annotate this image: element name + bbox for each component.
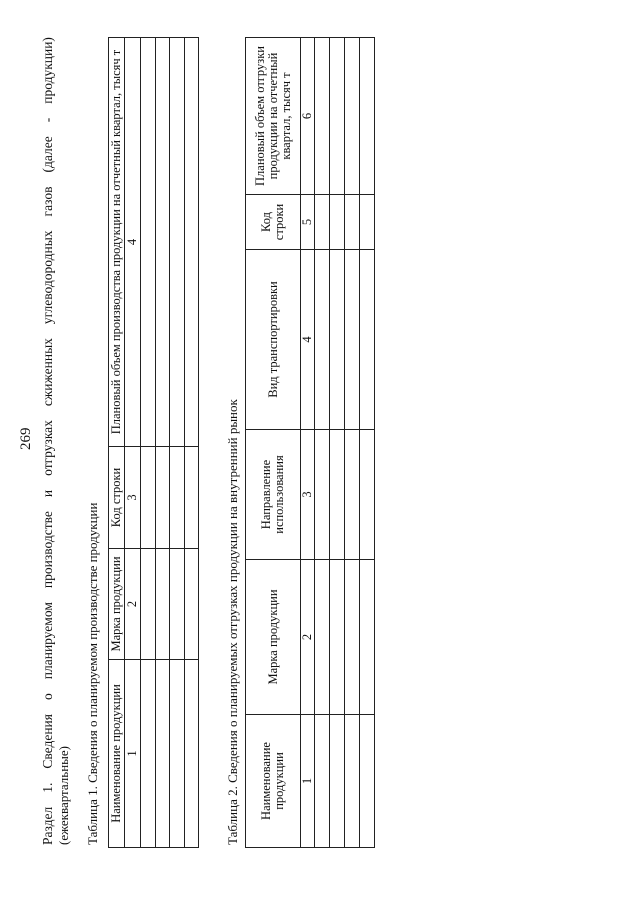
column-number-row-cell: 5 — [301, 195, 315, 250]
header-row-cell: Код строки — [109, 447, 125, 549]
table-row-cell — [155, 38, 170, 447]
table-row — [315, 38, 330, 848]
column-number-row-cell: 2 — [125, 549, 141, 660]
heading-word: и — [40, 489, 55, 498]
header-row-cell: Марка продукции — [109, 549, 125, 660]
table-row — [141, 38, 156, 848]
table-row-cell — [345, 430, 360, 560]
table-row-cell — [184, 447, 199, 549]
table-row-cell — [141, 660, 156, 848]
table-row — [330, 38, 345, 848]
table-row-cell — [170, 447, 185, 549]
column-number-row-cell: 1 — [301, 715, 315, 848]
heading-word: 1. — [40, 782, 55, 793]
column-number-row-cell: 2 — [301, 560, 315, 715]
heading-word: Раздел — [40, 806, 55, 845]
table-row-cell — [360, 250, 375, 430]
header-row-cell: Направление использования — [246, 430, 301, 560]
column-number-row-cell: 3 — [125, 447, 141, 549]
table-row-cell — [315, 250, 330, 430]
table-row — [170, 38, 185, 848]
header-row-cell: Наименование продукции — [246, 715, 301, 848]
table-row-cell — [315, 195, 330, 250]
header-row-cell: Марка продукции — [246, 560, 301, 715]
table-row-cell — [330, 195, 345, 250]
column-number-row-cell: 4 — [301, 250, 315, 430]
table-row-cell — [315, 715, 330, 848]
table-row-cell — [141, 549, 156, 660]
table-row-cell — [360, 195, 375, 250]
table-row-cell — [315, 560, 330, 715]
table1-caption: Таблица 1. Сведения о планируемом производстве продукции — [85, 502, 100, 845]
table-row-cell — [170, 38, 185, 447]
table-row-cell — [155, 447, 170, 549]
heading-word: продукции) — [40, 37, 55, 104]
heading-word: газов — [40, 186, 55, 217]
column-number-row-cell: 4 — [125, 38, 141, 447]
column-number-row — [125, 38, 141, 848]
table-row-cell — [184, 38, 199, 447]
table-row-cell — [360, 38, 375, 195]
table-row-cell — [330, 38, 345, 195]
header-row — [246, 38, 301, 848]
column-number-row-cell: 3 — [301, 430, 315, 560]
table-row-cell — [184, 549, 199, 660]
table-row-cell — [155, 549, 170, 660]
table-row-cell — [315, 430, 330, 560]
table-row-cell — [141, 38, 156, 447]
table-row-cell — [315, 38, 330, 195]
table-row-cell — [345, 195, 360, 250]
header-row-cell: Плановый объем производства продукции на отчетный квартал, тысяч т — [109, 38, 125, 447]
column-number-row — [301, 38, 315, 848]
table-row-cell — [345, 560, 360, 715]
heading-word: планируемом — [40, 602, 55, 680]
column-number-row-cell: 6 — [301, 38, 315, 195]
table-row-cell — [360, 560, 375, 715]
table-row-cell — [330, 250, 345, 430]
heading-word: о — [40, 693, 55, 700]
table2-caption: Таблица 2. Сведения о планируемых отгрузках продукции на внутренний рынок — [225, 399, 240, 845]
header-row-cell: Наименование продукции — [109, 660, 125, 848]
table-row-cell — [330, 430, 345, 560]
table-row-cell — [360, 715, 375, 848]
table-row-cell — [184, 660, 199, 848]
header-row — [109, 38, 125, 848]
table-row-cell — [170, 549, 185, 660]
table-row-cell — [330, 560, 345, 715]
header-row-cell: Вид транспортировки — [246, 250, 301, 430]
section-heading-line2: (ежеквартальные) — [56, 746, 71, 845]
production-table — [108, 37, 199, 848]
column-number-row-cell: 1 — [125, 660, 141, 848]
table-row-cell — [360, 430, 375, 560]
table-row-cell — [345, 715, 360, 848]
header-row-cell: Плановый объем отгрузки продукции на отчетный квартал, тысяч т — [246, 38, 301, 195]
heading-word: (далее — [40, 136, 55, 173]
table-row — [345, 38, 360, 848]
table-row-cell — [345, 250, 360, 430]
heading-word: Сведения — [40, 714, 55, 769]
heading-word: производстве — [40, 511, 55, 589]
header-row-cell: Код строки — [246, 195, 301, 250]
heading-word: углеводородных — [40, 230, 55, 325]
table-row — [360, 38, 375, 848]
section-heading — [40, 37, 56, 845]
table-row-cell — [345, 38, 360, 195]
heading-word: сжиженных — [40, 338, 55, 407]
heading-word: - — [40, 117, 55, 123]
table-row-cell — [155, 660, 170, 848]
table-row-cell — [170, 660, 185, 848]
table-row — [155, 38, 170, 848]
table-row-cell — [330, 715, 345, 848]
table-row — [184, 38, 199, 848]
shipments-table — [245, 37, 375, 848]
heading-word: отгрузках — [40, 420, 55, 476]
table-row-cell — [141, 447, 156, 549]
page-number: 269 — [18, 427, 34, 450]
